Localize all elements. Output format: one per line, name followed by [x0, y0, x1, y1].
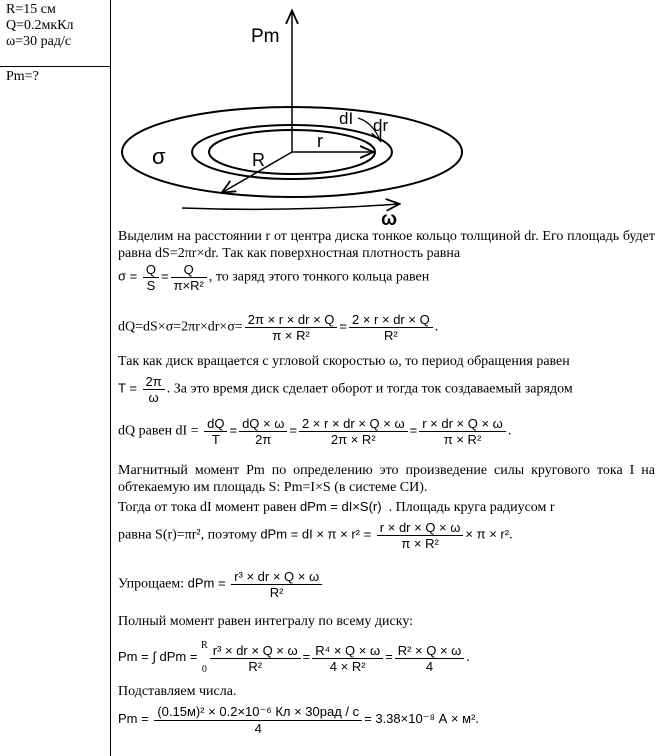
integral-formula: Pm = ∫ dPm = R 0 $\frac{\text{r³ × dr × Q × ω}}{\text{R²}}$ = $\frac{\text{R⁴ × Q × ω}}{\text{4 × R²}}$ = $\frac{\text{R² × Q × ω}}{4}$ .	[118, 634, 470, 682]
omega-arrow	[182, 204, 398, 209]
omega-label: ω	[381, 209, 398, 230]
sigma-label: σ	[152, 144, 166, 169]
period-text: Так как диск вращается с угловой скоростью ω, то период обращения равен	[118, 354, 570, 369]
given-charge: Q=0.2мкКл	[6, 18, 74, 33]
final-formula: Pm = (0.15м)² × 0.2×10⁻⁶ Кл × 30рад / с 4 = 3.38×10⁻⁸ А × м².	[118, 704, 479, 736]
given-block	[6, 2, 74, 50]
given-omega: ω=30 рад/с	[6, 34, 72, 49]
disk-diagram	[110, 0, 671, 232]
dr-label: dr	[373, 116, 389, 135]
simplify-formula: Упрощаем: dPm = $\frac{\text{r³ × dr × Q × ω}}{\text{R²}}$	[118, 569, 324, 600]
moment-definition: Магнитный момент Pm по определению это произведение силы кругового тока I на обтекаемую им площадь S: Pm=I×S (в системе СИ).	[118, 463, 655, 495]
given-radius: R=15 см	[6, 2, 56, 17]
dq-formula: dQ=dS×σ=2πr×dr×σ= $\frac{2\pi \times r \times dr \times Q}{\text{π × R²}}$ = $\frac{2 \times r \times dr \times Q}{\text{R²}}$ .	[118, 312, 439, 343]
ring-paragraph: Выделим на расстоянии r от центра диска тонкое кольцо толщиной dr. Его площадь будет равна dS=2πr×dr. Так как поверхностная плотность равна	[118, 229, 655, 261]
area-formula: равна S(r)=πr², поэтому dPm = dI × π × r² = $\frac{r \times dr \times Q \times \omega}{\text{π × R²}}$ × π × r².	[118, 520, 513, 551]
pm-label: Pm	[251, 26, 280, 47]
integral-text: Полный момент равен интегралу по всему диску:	[118, 614, 414, 629]
dI-label: dI	[339, 109, 354, 128]
period-formula: T = $\frac{2\pi}{\omega}$ . За это время диск сделает оборот и тогда ток создаваемый зарядом	[118, 374, 573, 405]
substitute-text: Подставляем числа.	[118, 684, 237, 699]
current-formula: dQ равен dI = $\frac{dQ}{T}$ = $\frac{dQ \times \omega}{2\pi}$ = $\frac{2 \times r \times dr \times Q \times \omega}{\text{2π × R²}}$ = $\frac{r \times dr \times Q \times \omega}{\text{π × R²}}$ .	[118, 416, 512, 447]
moment-ring-line: Тогда от тока dI момент равен dPm = dI×S(r) . Площадь круга радиусом r	[118, 499, 555, 515]
sigma-formula: σ = $\frac{Q}{S}$ = $\frac{Q}{\text{π×R²}}$ , то заряд этого тонкого кольца равен	[118, 262, 430, 293]
find-quantity: Pm=?	[6, 69, 39, 84]
integral-limits: R 0	[201, 640, 208, 675]
R-label: R	[252, 150, 265, 170]
given-divider	[0, 66, 110, 67]
r-label: r	[317, 131, 323, 151]
